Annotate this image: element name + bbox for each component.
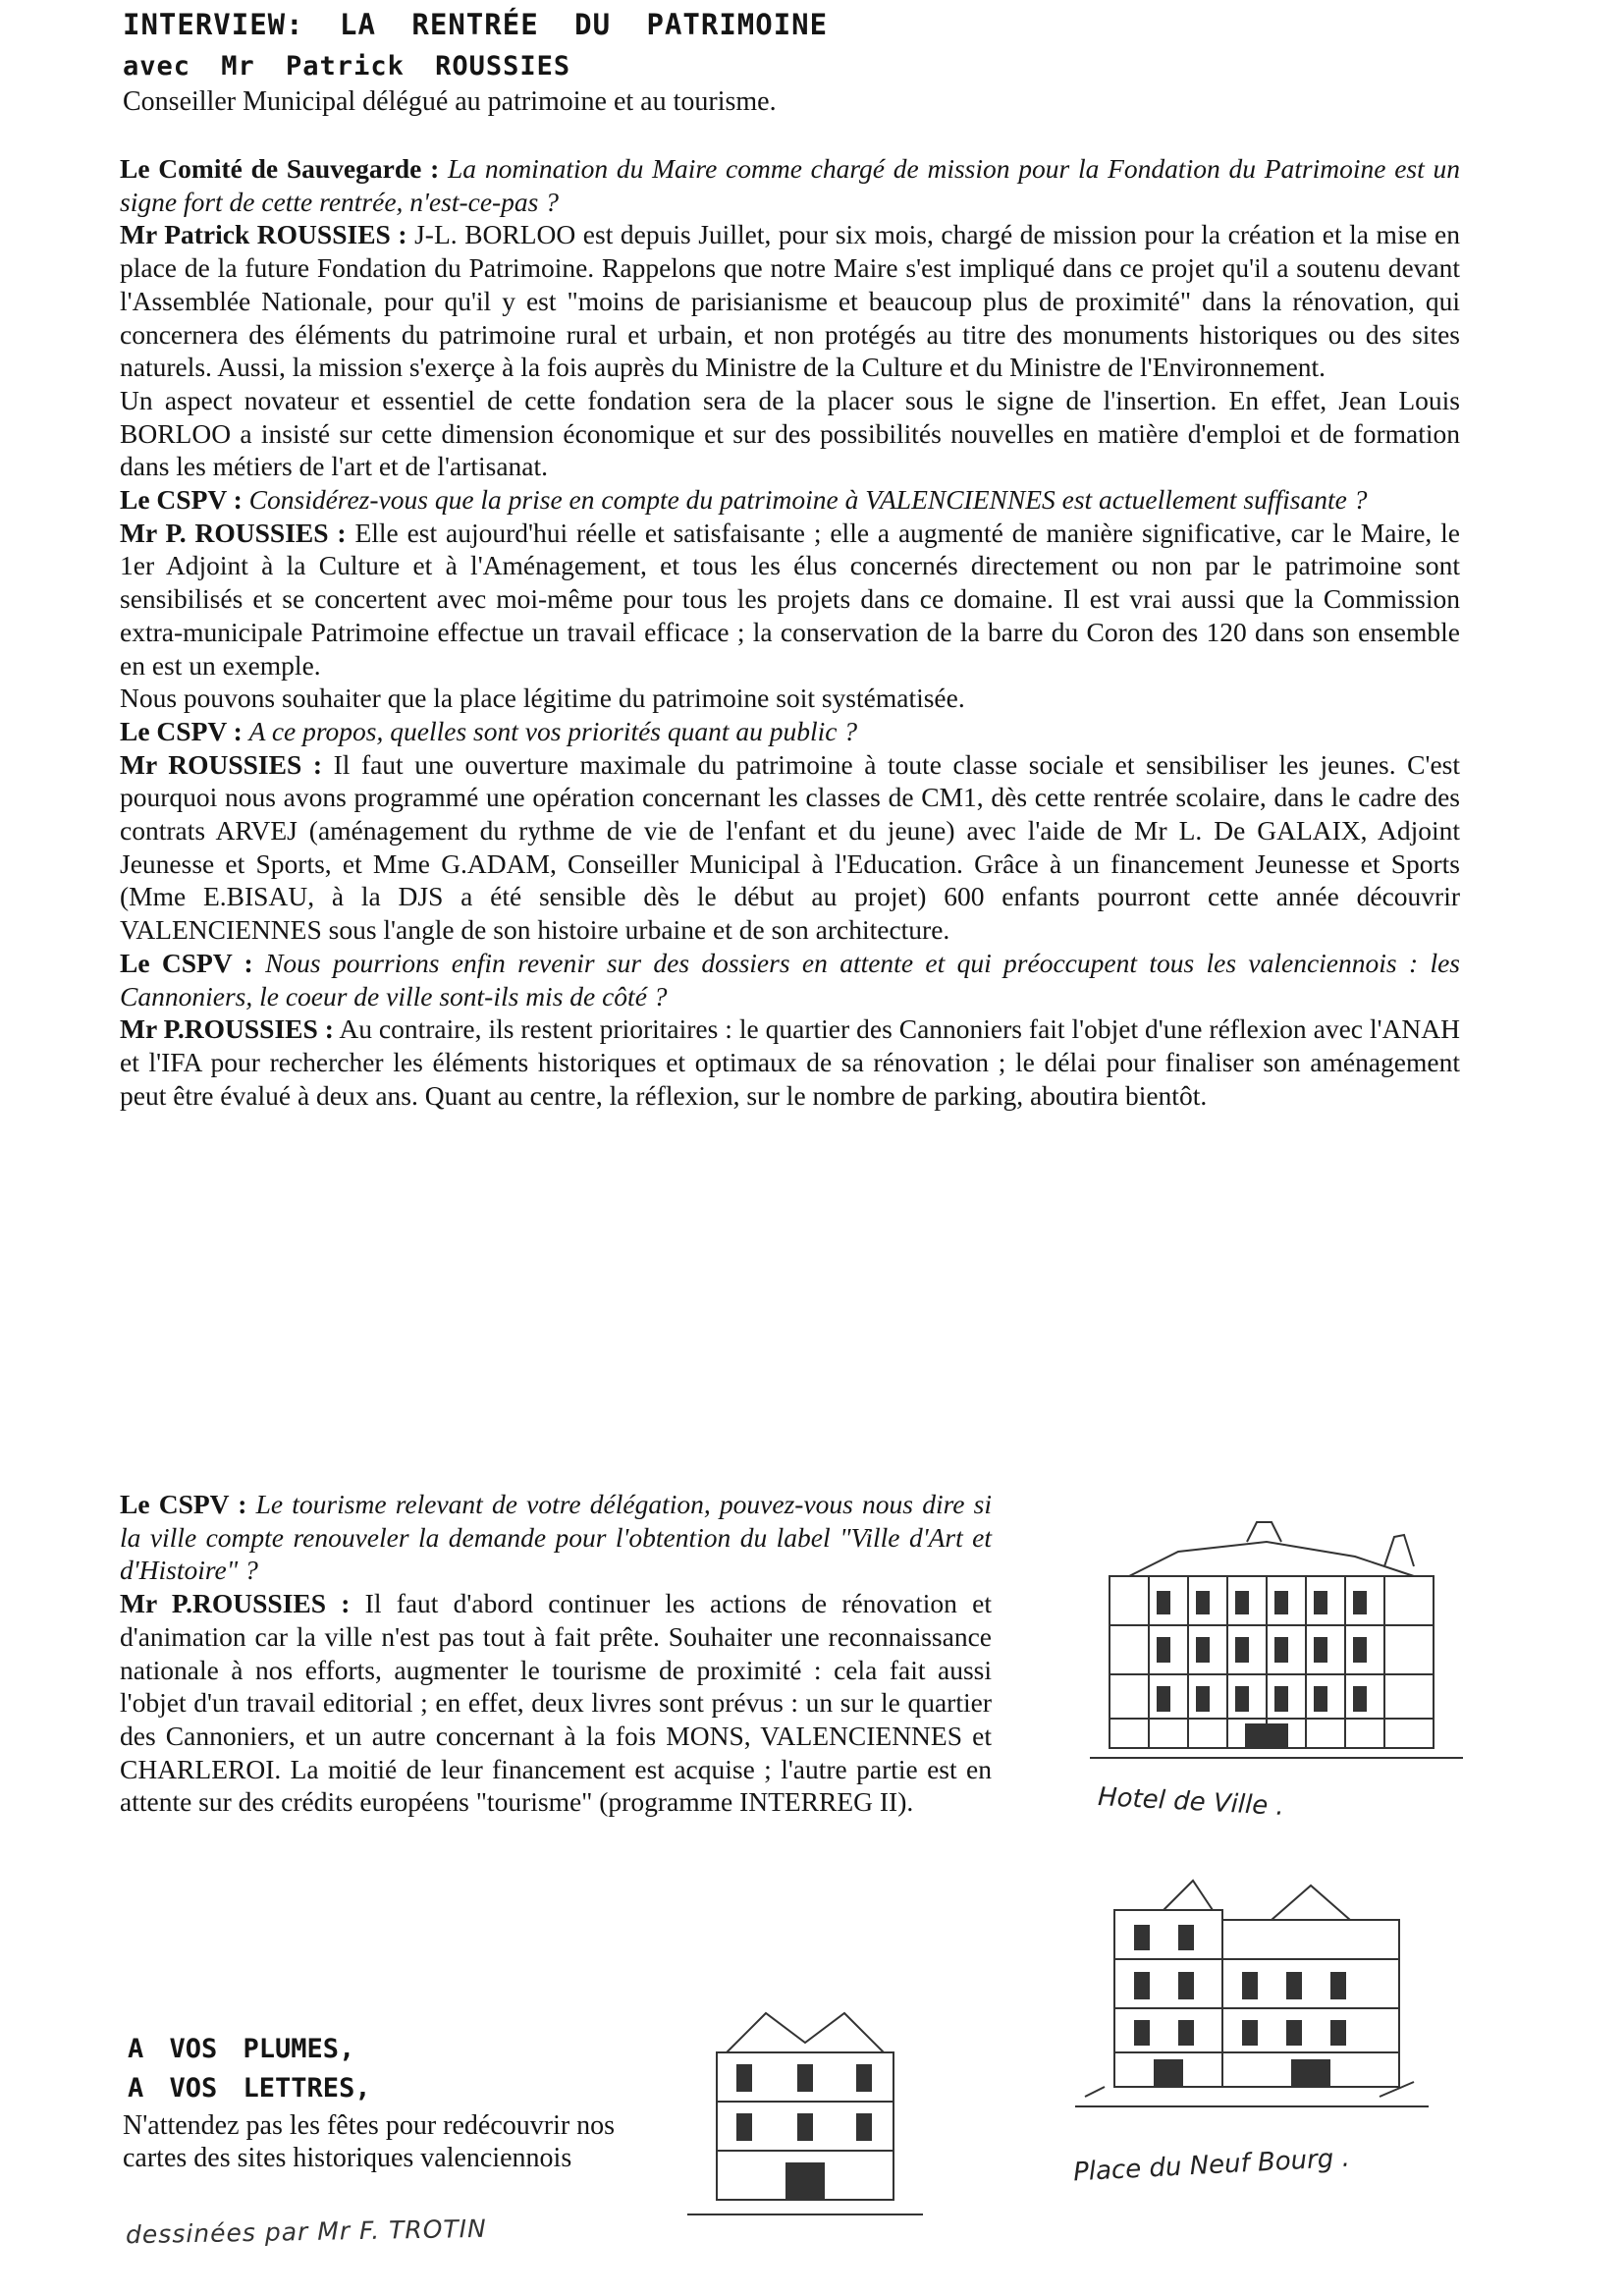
question-text: A ce propos, quelles sont vos priorités quant au public ? [248, 715, 858, 746]
question-text: La nomination du Maire comme chargé de mission pour la Fondation du Patrimoine est un signe fort de cette rentrée, n'est-ce-pas ? [120, 153, 1461, 217]
interview-title: INTERVIEW: LA RENTRÉE DU PATRIMOINE [123, 8, 829, 41]
answer-text: Au contraire, ils restent prioritaires : le quartier des Cannoniers fait l'objet d'une réflexion avec l'ANAH et l'IFA pour rechercher les éléments historiques et optimaux de sa rénovation ; le délai pour finaliser son aménagement peut être évalué à deux ans. Quant au centre, la réflexion, sur le nombre de parking, aboutira bientôt. [120, 1013, 1460, 1111]
building-sketch-icon [687, 1994, 923, 2229]
speaker-label: Mr Patrick ROUSSIES : [120, 219, 407, 250]
place-du-neuf-bourg-sketch-icon [1065, 1871, 1438, 2131]
speaker-label: Le CSPV : [120, 1489, 247, 1519]
hotel-de-ville-sketch-icon [1090, 1517, 1463, 1777]
answer-text: Elle est aujourd'hui réelle et satisfaisante ; elle a augmenté de manière significative, car le Maire, le 1er Adjoint à la Culture et à l'Aménagement, et tous les élus concernés directement ou non par le patrimoine sont sensibilisés et se concertent avec moi-même pour tous les projets dans ce domaine. Il est vrai aussi que la Commission extra-municipale Patrimoine effectue un travail efficace ; la conservation de la barre du Coron des 120 dans son ensemble en est un exemple. [120, 517, 1460, 681]
caption-hotel-de-ville: Hotel de Ville . [1097, 1782, 1285, 1822]
speaker-label: Mr P. ROUSSIES : [120, 517, 347, 548]
speaker-label: Le Comité de Sauvegarde : [120, 153, 440, 184]
interview-paragraph [120, 152, 1460, 218]
interview-paragraph [120, 384, 1460, 483]
answer-text: Il faut d'abord continuer les actions de rénovation et d'animation car la ville n'est pas tout à fait prête. Souhaiter une reconnaissance nationale à nos efforts, augmenter le tourisme de proximité : cela fait aussi l'objet d'un travail editorial ; en effet, deux livres sont prévus : un sur le quartier des Cannoniers, et un autre concernant à la fois MONS, VALENCIENNES et CHARLEROI. La moitié de leur financement est acquise ; l'autre partie est en attente sur des crédits européens "tourisme" (programme INTERREG II). [120, 1588, 992, 1818]
interview-paragraph [120, 1488, 992, 1587]
speaker-label: Le CSPV : [120, 715, 243, 746]
interview-paragraph [120, 947, 1460, 1012]
answer-text: Un aspect novateur et essentiel de cette fondation sera de la placer sous le signe de l'insertion. En effet, Jean Louis BORLOO a insisté sur cette dimension économique et sur des possibilités nouvelles en matière d'emploi et de formation dans les métiers de l'art et de l'artisanat. [120, 384, 1460, 482]
interview-body-narrow [120, 1488, 992, 1819]
question-text: Nous pourrions enfin revenir sur des dossiers en attente et qui préoccupent tous les valenciennois : les Cannoniers, le coeur de ville sont-ils mis de côté ? [120, 947, 1460, 1011]
interview-paragraph [120, 1587, 992, 1819]
outro-line-1: A VOS PLUMES, [128, 2034, 355, 2064]
answer-text: Nous pouvons souhaiter que la place légitime du patrimoine soit systématisée. [120, 683, 965, 714]
outro-heading [128, 2030, 371, 2108]
interview-paragraph [120, 483, 1460, 517]
interview-subtitle: avec Mr Patrick ROUSSIES [123, 51, 571, 82]
speaker-label: Le CSPV : [120, 484, 243, 516]
caption-place-du-neuf-bourg: Place du Neuf Bourg . [1072, 2143, 1351, 2188]
illustrator-signature: dessinées par Mr F. TROTIN [125, 2214, 487, 2250]
speaker-label: Le CSPV : [120, 947, 253, 978]
interview-paragraph [120, 715, 1460, 748]
interview-paragraph [120, 682, 1460, 715]
outro-line-2: A VOS LETTRES, [128, 2073, 371, 2104]
speaker-label: Mr ROUSSIES : [120, 748, 322, 780]
outro-text: N'attendez pas les fêtes pour redécouvrir nos cartes des sites historiques valenciennois [123, 2110, 616, 2173]
interview-paragraph [120, 218, 1460, 384]
answer-text: J-L. BORLOO est depuis Juillet, pour six mois, chargé de mission pour la création et la mise en place de la future Fondation du Patrimoine. Rappelons que notre Maire s'est impliqué dans ce projet qu'il a soutenu devant l'Assemblée Nationale, pour qu'il y est "moins de parisianisme et beaucoup plus de proximité" dans la rénovation, qui concernera des éléments du patrimoine rural et urbain, et non protégés au titre des monuments historiques ou des sites naturels. Aussi, la mission s'exerçe à la fois auprès du Ministre de la Culture et du Ministre de l'Environnement. [120, 219, 1460, 383]
interview-paragraph [120, 517, 1460, 683]
interviewee-role: Conseiller Municipal délégué au patrimoine et au tourisme. [123, 86, 777, 117]
question-text: Le tourisme relevant de votre délégation, pouvez-vous nous dire si la ville compte renouveler la demande pour l'obtention du label "Ville d'Art et d'Histoire" ? [120, 1489, 992, 1586]
interview-paragraph [120, 748, 1460, 947]
speaker-label: Mr P.ROUSSIES : [120, 1588, 351, 1619]
question-text: Considérez-vous que la prise en compte du patrimoine à VALENCIENNES est actuellement suffisante ? [248, 484, 1368, 516]
answer-text: Il faut une ouverture maximale du patrimoine à toute classe sociale et sensibiliser les jeunes. C'est pourquoi nous avons programmé une opération concernant les classes de CM1, dès cette rentrée scolaire, dans le cadre des contrats ARVEJ (aménagement du rythme de vie de l'enfant et du jeune) avec l'aide de Mr L. De GALAIX, Adjoint Jeunesse et Sports, et Mme G.ADAM, Conseiller Municipal à l'Education. Grâce à un financement Jeunesse et Sports (Mme E.BISAU, à la DJS a été sensible dès le début au projet) 600 enfants pourront cette année découvrir VALENCIENNES sous l'angle de son histoire urbaine et de son architecture. [120, 748, 1461, 946]
interview-paragraph [120, 1012, 1460, 1112]
interview-body [120, 152, 1460, 1112]
speaker-label: Mr P.ROUSSIES : [120, 1013, 334, 1045]
